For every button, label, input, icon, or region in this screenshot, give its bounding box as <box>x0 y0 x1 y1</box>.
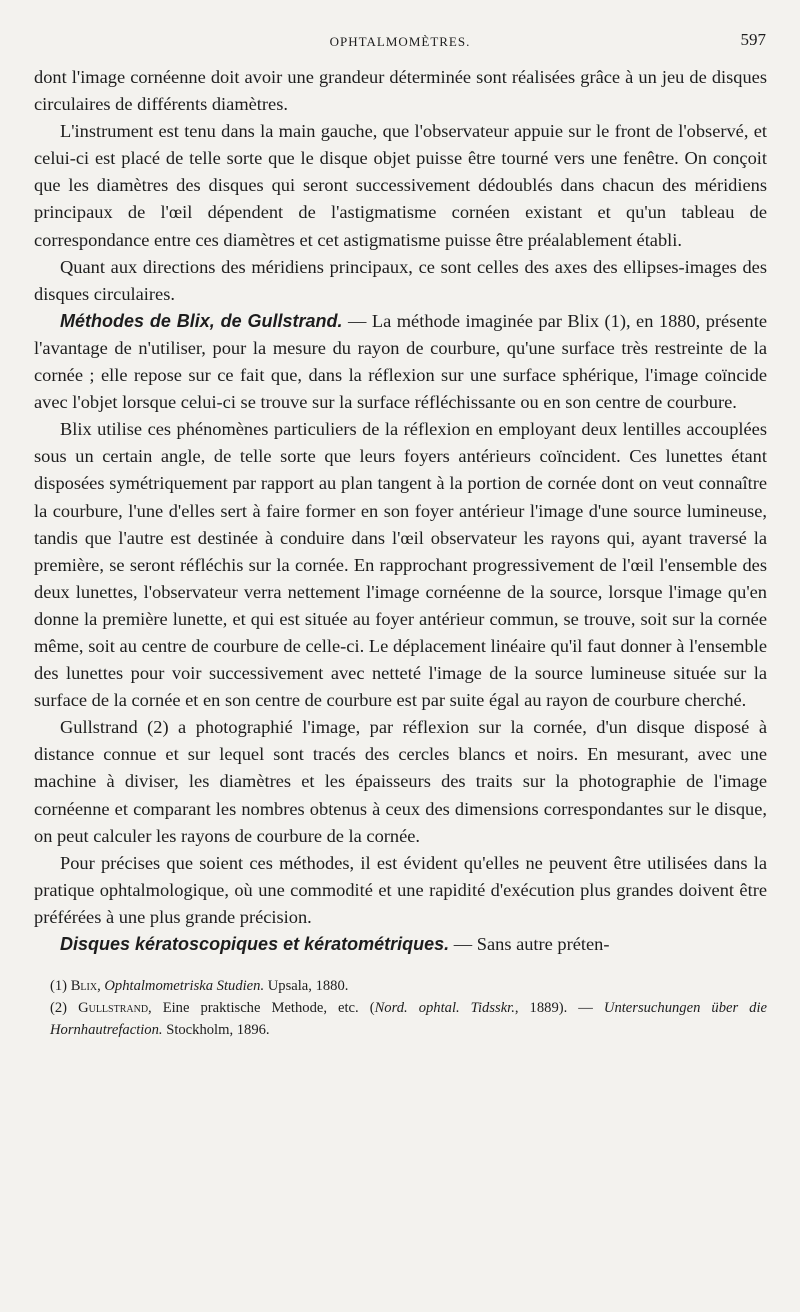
footnote-1-author: Blix <box>70 978 98 995</box>
footnote-2-text-3: Stockholm, 1896. <box>162 1022 270 1039</box>
footnote-1-rest: Upsala, 1880. <box>264 978 349 995</box>
running-title: OPHTALMOMÈTRES. <box>329 34 471 49</box>
paragraph-blix-text: — La méthode imaginée par Blix (1), en 1880, présente l'avantage de n'utiliser, pour la mesure du rayon de courbure, qu'une surface très restreinte de la cornée ; elle repose sur ce fait que, dans la réflexion sur une surface sphérique, l'image coïncide avec l'objet lorsque celui-ci se trouve sur la surface réfléchissante ou en son centre de courbure. <box>34 310 767 413</box>
paragraph-disques <box>34 931 767 958</box>
footnote-2-title: Untersuchungen über die Hornhautrefaction. <box>50 1000 767 1039</box>
paragraph-precision: Pour précises que soient ces méthodes, il est évident qu'elles ne peuvent être utilisées dans la pratique ophtalmologique, où une commodité et une rapidité d'exécution plus grandes doivent être préférées à une plus grande précision. <box>34 852 767 927</box>
body-text <box>34 64 767 1041</box>
footnote-1-mark: (1) <box>50 978 68 995</box>
paragraph-blix-gullstrand <box>34 308 767 416</box>
paragraph-meridians: Quant aux directions des méridiens principaux, ce sont celles des axes des ellipses-images des disques circulaires. <box>34 256 767 304</box>
footnote-2-mark: (2) <box>50 1000 68 1017</box>
section-heading-disques: Disques kératoscopiques et kératométriques. <box>60 934 450 954</box>
page-number: 597 <box>740 30 766 49</box>
footnote-2-text-1: , Eine praktische Methode, etc. ( <box>148 1000 375 1017</box>
footnote-2-journal: Nord. ophtal. Tidsskr. <box>374 1000 515 1017</box>
running-header <box>34 30 766 54</box>
footnote-2-author: Gullstrand <box>78 1000 149 1017</box>
footnote-2-text-2: , 1889). — <box>514 1000 604 1017</box>
footnote-1: (1) Blix, Ophtalmometriska Studien. Upsala, 1880. <box>50 978 349 995</box>
paragraph-instrument: L'instrument est tenu dans la main gauche, que l'observateur appuie sur le front de l'observé, et celui-ci est placé de telle sorte que le disque objet puisse être tourné vers une fenêtre. On conçoit que les diamètres des disques qui seront successivement dédoublés dans chacun des méridiens principaux de l'œil dépendent de l'astigmatisme cornéen existant et qu'un tableau de correspondance entre ces diamètres et cet astigmatisme puisse être préalablement établi. <box>34 121 767 250</box>
section-heading-methods: Méthodes de Blix, de Gullstrand. <box>60 310 343 331</box>
paragraph-gullstrand: Gullstrand (2) a photographié l'image, par réflexion sur la cornée, d'un disque disposé à distance connue et sur lequel sont tracés des cercles blancs et noirs. En mesurant, avec une machine à diviser, les diamètres et les épaisseurs des traits sur la photographie de l'image cornéenne et comparant les nombres obtenus à ceux des dimensions correspondantes sur le disque, on peut calculer les rayons de courbure de la cornée. <box>34 717 767 846</box>
paragraph-disques-text: — Sans autre préten- <box>449 934 610 954</box>
footnote-2 <box>34 997 767 1041</box>
paragraph-continuation: dont l'image cornéenne doit avoir une grandeur déterminée sont réalisées grâce à un jeu de disques circulaires de différents diamètres. <box>34 67 767 115</box>
footnote-1-title: Ophtalmometriska Studien. <box>104 978 265 995</box>
paragraph-blix-lenses: Blix utilise ces phénomènes particuliers de la réflexion en employant deux lentilles accouplées sous un certain angle, de telle sorte que leurs foyers antérieurs coïncident. Ces lunettes étant disposées symétriquement par rapport au plan tangent à la portion de cornée dont on veut connaître la courbure, l'une d'elles sert à faire former en son foyer antérieur l'image d'une source lumineuse, tandis que l'autre est destinée à conduire dans l'œil observateur les rayons qui, ayant traversé la première, se seront réfléchis sur la cornée. En rapprochant progressivement de l'œil l'ensemble des deux lunettes, l'observateur verra nettement l'image cornéenne de la source, lorsque l'image qu'en donne la première lunette, et qui est située au foyer antérieur commun, se trouve, soit sur la cornée même, soit au centre de courbure de celle-ci. Le déplacement linéaire qu'il faut donner à l'ensemble des lunettes pour voir successivement avec netteté l'image de la source lumineuse située sur la surface de la cornée et en son centre de courbure est par suite égal au rayon de courbure cherché. <box>34 419 767 711</box>
